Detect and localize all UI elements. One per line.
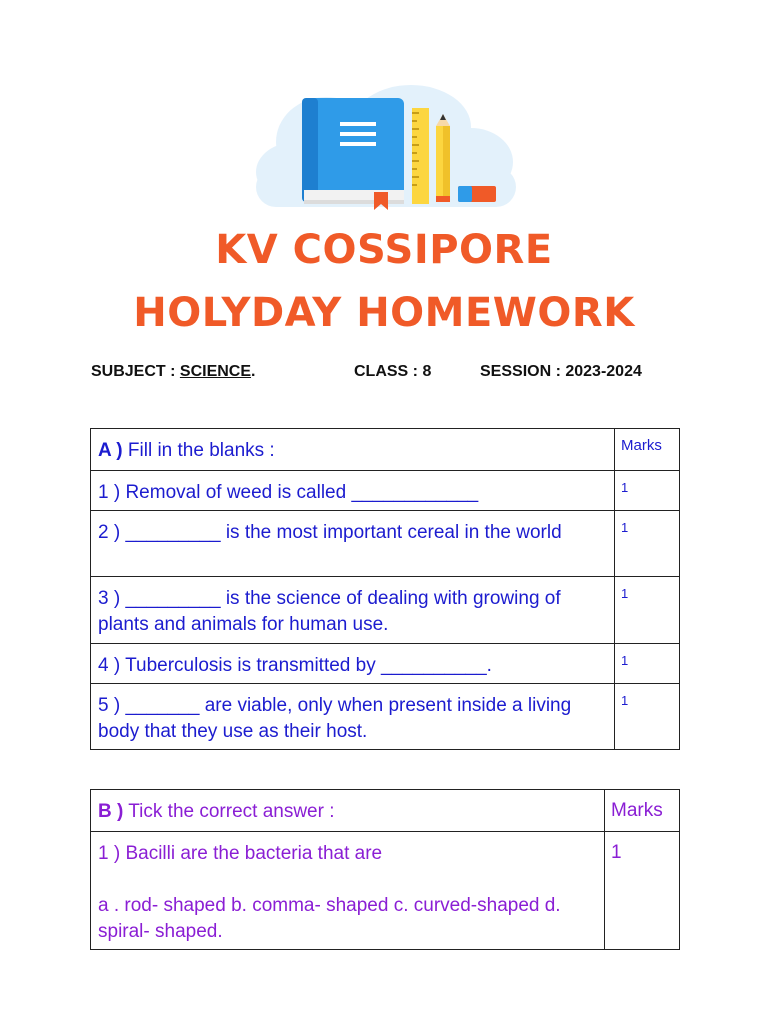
- subject-label: SUBJECT :: [91, 363, 180, 380]
- eraser-icon: [458, 186, 496, 202]
- books-illustration: [246, 82, 522, 214]
- section-letter: B ): [98, 801, 124, 822]
- section-title: Fill in the blanks :: [122, 440, 275, 461]
- table-row: [91, 471, 680, 511]
- question-text: 3 ) _________ is the science of dealing with growing of plants and animals for human use.: [91, 577, 615, 644]
- bookmark-icon: [374, 192, 388, 210]
- marks-header: Marks: [605, 790, 680, 832]
- subject-value: SCIENCE: [179, 363, 252, 380]
- question-marks: 1: [605, 832, 680, 950]
- question-marks: 1: [615, 577, 680, 644]
- subject-info: [91, 363, 255, 381]
- table-row: [91, 644, 680, 684]
- section-heading: [91, 429, 615, 471]
- school-name-title: KV COSSIPORE: [215, 227, 553, 273]
- pencil-icon: [436, 114, 450, 202]
- homework-title: HOLYDAY HOMEWORK: [133, 290, 635, 336]
- table-row: [91, 577, 680, 644]
- table-header-row: [91, 429, 680, 471]
- question-text: 4 ) Tuberculosis is transmitted by __________.: [91, 644, 615, 684]
- fill-blanks-table: [90, 428, 680, 750]
- question-marks: 1: [615, 471, 680, 511]
- section-letter: A ): [98, 440, 123, 461]
- table-header-row: [91, 790, 680, 832]
- question-text: 1 ) Bacilli are the bacteria that are: [98, 843, 383, 864]
- question-marks: 1: [615, 684, 680, 750]
- table-row: [91, 511, 680, 577]
- subject-suffix: .: [251, 363, 256, 380]
- question-marks: 1: [615, 511, 680, 577]
- table-row: [91, 684, 680, 750]
- question-text: 1 ) Removal of weed is called ____________: [91, 471, 615, 511]
- question-text: 2 ) _________ is the most important cereal in the world: [91, 511, 615, 577]
- section-title: Tick the correct answer :: [123, 801, 335, 822]
- question-cell: [91, 832, 605, 950]
- tick-answer-table: [90, 789, 680, 950]
- marks-header: Marks: [615, 429, 680, 471]
- table-row: [91, 832, 680, 950]
- answer-options: a . rod- shaped b. comma- shaped c. curved-shaped d. spiral- shaped.: [98, 895, 561, 942]
- book-icon: [302, 98, 404, 210]
- session-info: SESSION : 2023-2024: [480, 363, 642, 380]
- ruler-icon: [412, 108, 429, 204]
- question-text: 5 ) _______ are viable, only when present inside a living body that they use as their host.: [91, 684, 615, 750]
- class-info: CLASS : 8: [354, 363, 432, 380]
- question-marks: 1: [615, 644, 680, 684]
- section-heading: [91, 790, 605, 832]
